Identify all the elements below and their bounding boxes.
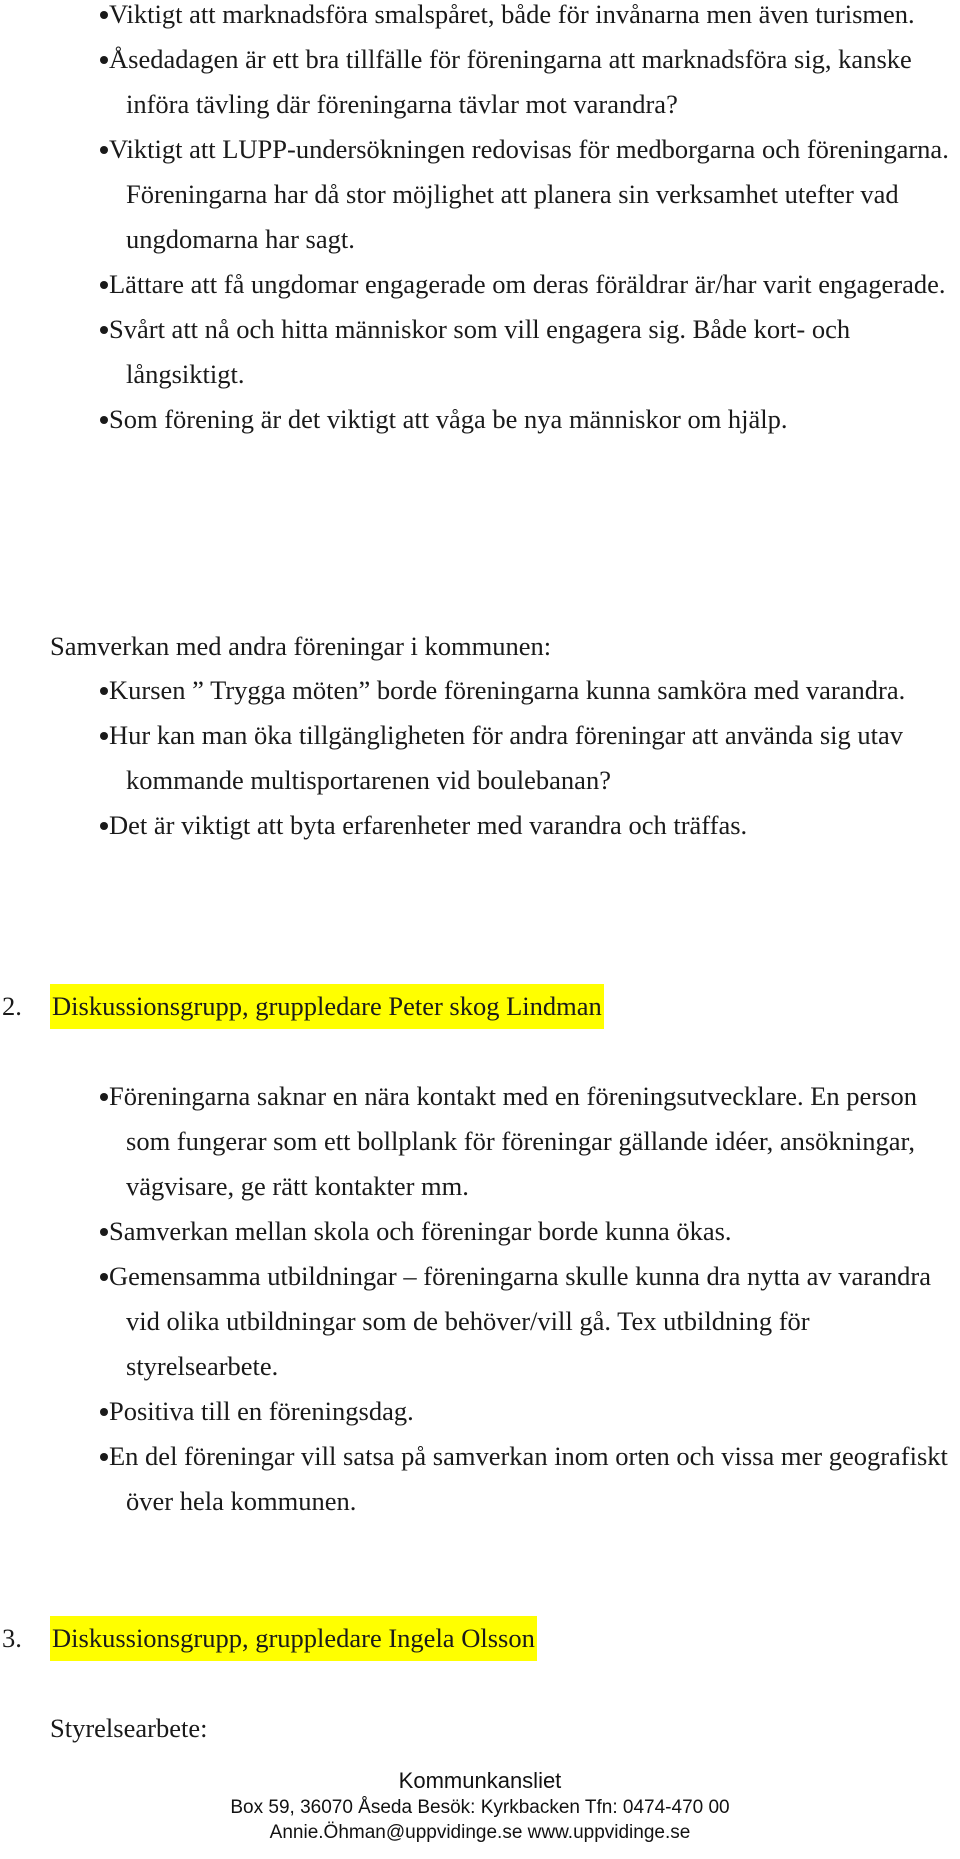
bullet-icon (100, 1273, 108, 1281)
bullet-icon (100, 146, 108, 154)
footer-contact: Annie.Öhman@uppvidinge.se www.uppvidinge.se (269, 1822, 691, 1843)
bullet-icon (100, 11, 108, 19)
list-item: Gemensamma utbildningar – föreningarna skulle kunna dra nytta av varandra vid olika utbildningar som de behöver/vill gå. Tex utbildning för styrelsearbete. (0, 1254, 960, 1389)
bullet-icon (100, 416, 108, 424)
section-number: 3. (2, 1623, 22, 1653)
list-item: Hur kan man öka tillgängligheten för andra föreningar att använda sig utav kommande multisportarenen vid boulebanan? (0, 713, 960, 803)
footer-organization: Kommunkansliet (398, 1768, 562, 1793)
bullet-icon (100, 1453, 108, 1461)
list-item: Det är viktigt att byta erfarenheter med varandra och träffas. (0, 803, 960, 848)
section-number: 2. (2, 991, 22, 1021)
list-item: Som förening är det viktigt att våga be nya människor om hjälp. (0, 397, 960, 442)
bullet-icon (100, 1093, 108, 1101)
bullet-icon (100, 56, 108, 64)
bullet-icon (100, 1408, 108, 1416)
bullet-icon (100, 1228, 108, 1236)
highlighted-title: Diskussionsgrupp, gruppledare Ingela Olsson (50, 1616, 537, 1661)
list-item: En del föreningar vill satsa på samverkan inom orten och vissa mer geografiskt över hela kommunen. (0, 1434, 960, 1524)
styrelsearbete-heading: Styrelsearbete: (50, 1713, 208, 1743)
section1-bullet-list (0, 0, 960, 442)
list-item: Positiva till en föreningsdag. (0, 1389, 960, 1434)
page-footer (0, 1767, 960, 1845)
bullet-icon (100, 326, 108, 334)
bullet-icon (100, 822, 108, 830)
list-item: Föreningarna saknar en nära kontakt med en föreningsutvecklare. En person som fungerar som ett bollplank för föreningar gällande idéer, ansökningar, vägvisare, ge rätt kontakter mm. (0, 1074, 960, 1209)
list-item: Svårt att nå och hitta människor som vill engagera sig. Både kort- och långsiktigt. (0, 307, 960, 397)
group2-bullet-list (0, 1074, 960, 1524)
list-item: Viktigt att LUPP-undersökningen redovisas för medborgarna och föreningarna. Föreningarna har då stor möjlighet att planera sin verksamhet utefter vad ungdomarna har sagt. (0, 127, 960, 262)
list-item: Kursen ” Trygga möten” borde föreningarna kunna samköra med varandra. (0, 668, 960, 713)
footer-address: Box 59, 36070 Åseda Besök: Kyrkbacken Tfn: 0474-470 00 (230, 1797, 730, 1818)
list-item: Viktigt att marknadsföra smalspåret, både för invånarna men även turismen. (0, 0, 960, 37)
bullet-icon (100, 281, 108, 289)
bullet-icon (100, 732, 108, 740)
list-item: Samverkan mellan skola och föreningar borde kunna ökas. (0, 1209, 960, 1254)
samverkan-heading: Samverkan med andra föreningar i kommunen: (50, 631, 552, 661)
highlighted-title: Diskussionsgrupp, gruppledare Peter skog Lindman (50, 984, 604, 1029)
samverkan-bullet-list (0, 668, 960, 848)
list-item: Åsedadagen är ett bra tillfälle för föreningarna att marknadsföra sig, kanske införa tävling där föreningarna tävlar mot varandra? (0, 37, 960, 127)
bullet-icon (100, 687, 108, 695)
list-item: Lättare att få ungdomar engagerade om deras föräldrar är/har varit engagerade. (0, 262, 960, 307)
